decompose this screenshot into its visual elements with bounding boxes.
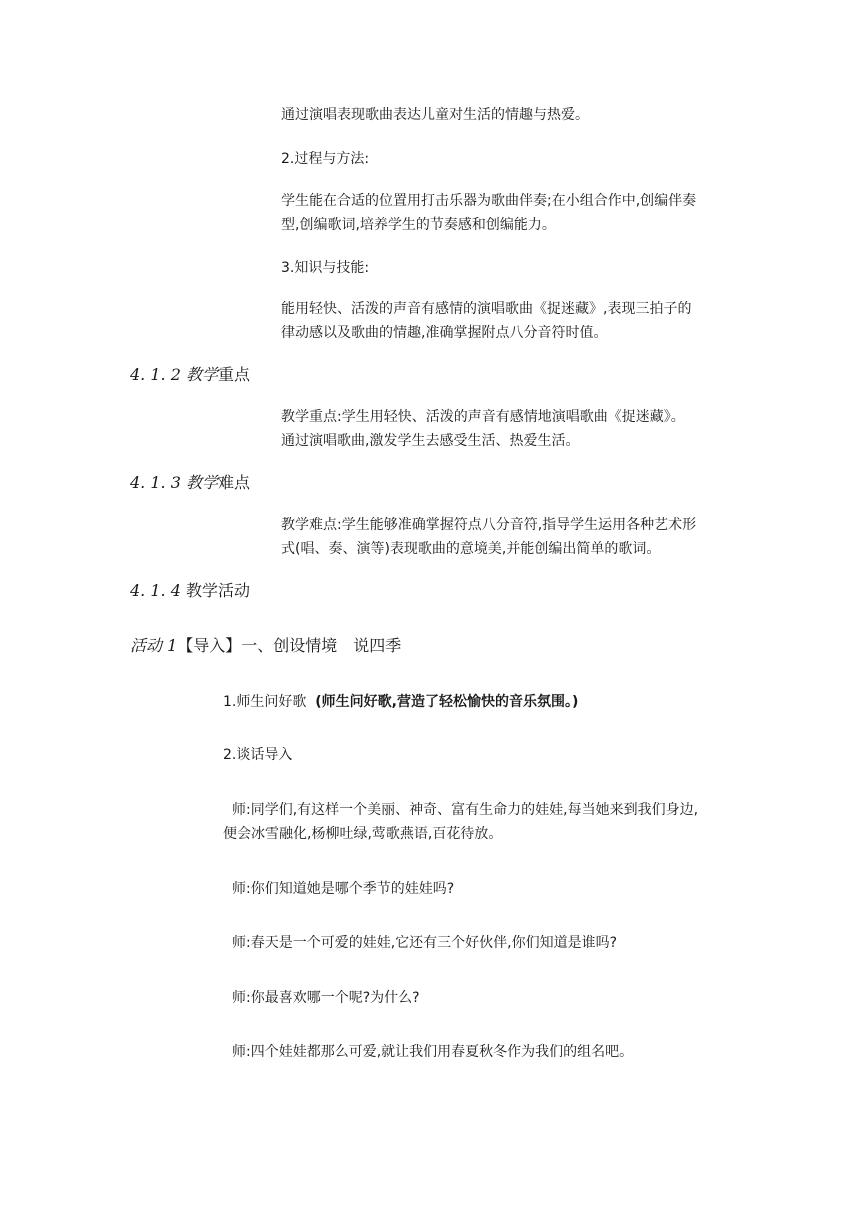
step-2-label: 2.谈话导入 (223, 747, 293, 763)
knowledge-skills-title: 3.知识与技能: (281, 260, 370, 276)
key-points-text-line2: 通过演唱歌曲,激发学生去感受生活、热爱生活。 (281, 433, 580, 449)
section-title: 难点 (217, 473, 250, 492)
process-method-title: 2.过程与方法: (281, 151, 370, 167)
section-number: 4. 1. 4 (130, 581, 181, 600)
step-1-line (223, 690, 578, 714)
difficult-points-text-line1: 教学难点:学生能够准确掌握符点八分音符,指导学生运用各种艺术形 (281, 517, 697, 533)
key-points-text-line1: 教学重点:学生用轻快、活泼的声音有感情地演唱歌曲《捉迷藏》。 (281, 409, 685, 425)
step-1-note: (师生问好歌,营造了轻松愉快的音乐氛围。) (315, 694, 579, 710)
teacher-line-1b: 便会冰雪融化,杨柳吐绿,莺歌燕语,百花待放。 (223, 826, 503, 842)
emotion-objective-text: 通过演唱表现歌曲表达儿童对生活的情趣与热爱。 (281, 107, 589, 123)
knowledge-skills-text-line1: 能用轻快、活泼的声音有感情的演唱歌曲《捉迷藏》,表现三拍子的 (281, 301, 692, 317)
section-heading-difficult-points (130, 471, 250, 495)
step-1-label: 1.师生问好歌 (223, 694, 307, 710)
teacher-line-2: 师:你们知道她是哪个季节的娃娃吗? (232, 881, 455, 897)
teacher-line-4: 师:你最喜欢哪一个呢?为什么? (232, 990, 420, 1006)
section-title: 教学活动 (185, 581, 250, 600)
activity-title: 【导入】一、创设情境 说四季 (177, 636, 402, 655)
section-heading-key-points (130, 363, 250, 387)
activity-1-heading (130, 634, 401, 658)
section-number: 4. 1. 2 教学 (130, 365, 218, 384)
teacher-line-1a: 师:同学们,有这样一个美丽、神奇、富有生命力的娃娃,每当她来到我们身边, (232, 802, 699, 818)
teacher-line-3: 师:春天是一个可爱的娃娃,它还有三个好伙伴,你们知道是谁吗? (232, 935, 618, 951)
knowledge-skills-text-line2: 律动感以及歌曲的情趣,准确掌握附点八分音符时值。 (281, 325, 608, 341)
section-number: 4. 1. 3 教学 (130, 473, 218, 492)
process-method-text-line2: 型,创编歌词,培养学生的节奏感和创编能力。 (281, 217, 556, 233)
section-heading-teaching-activities (130, 579, 250, 603)
activity-number: 活动 1 (130, 636, 178, 655)
teacher-line-5: 师:四个娃娃都那么可爱,就让我们用春夏秋冬作为我们的组名吧。 (232, 1044, 634, 1060)
difficult-points-text-line2: 式(唱、奏、演等)表现歌曲的意境美,并能创编出简单的歌词。 (281, 541, 661, 557)
section-title: 重点 (217, 365, 250, 384)
process-method-text-line1: 学生能在合适的位置用打击乐器为歌曲伴奏;在小组合作中,创编伴奏 (281, 193, 697, 209)
